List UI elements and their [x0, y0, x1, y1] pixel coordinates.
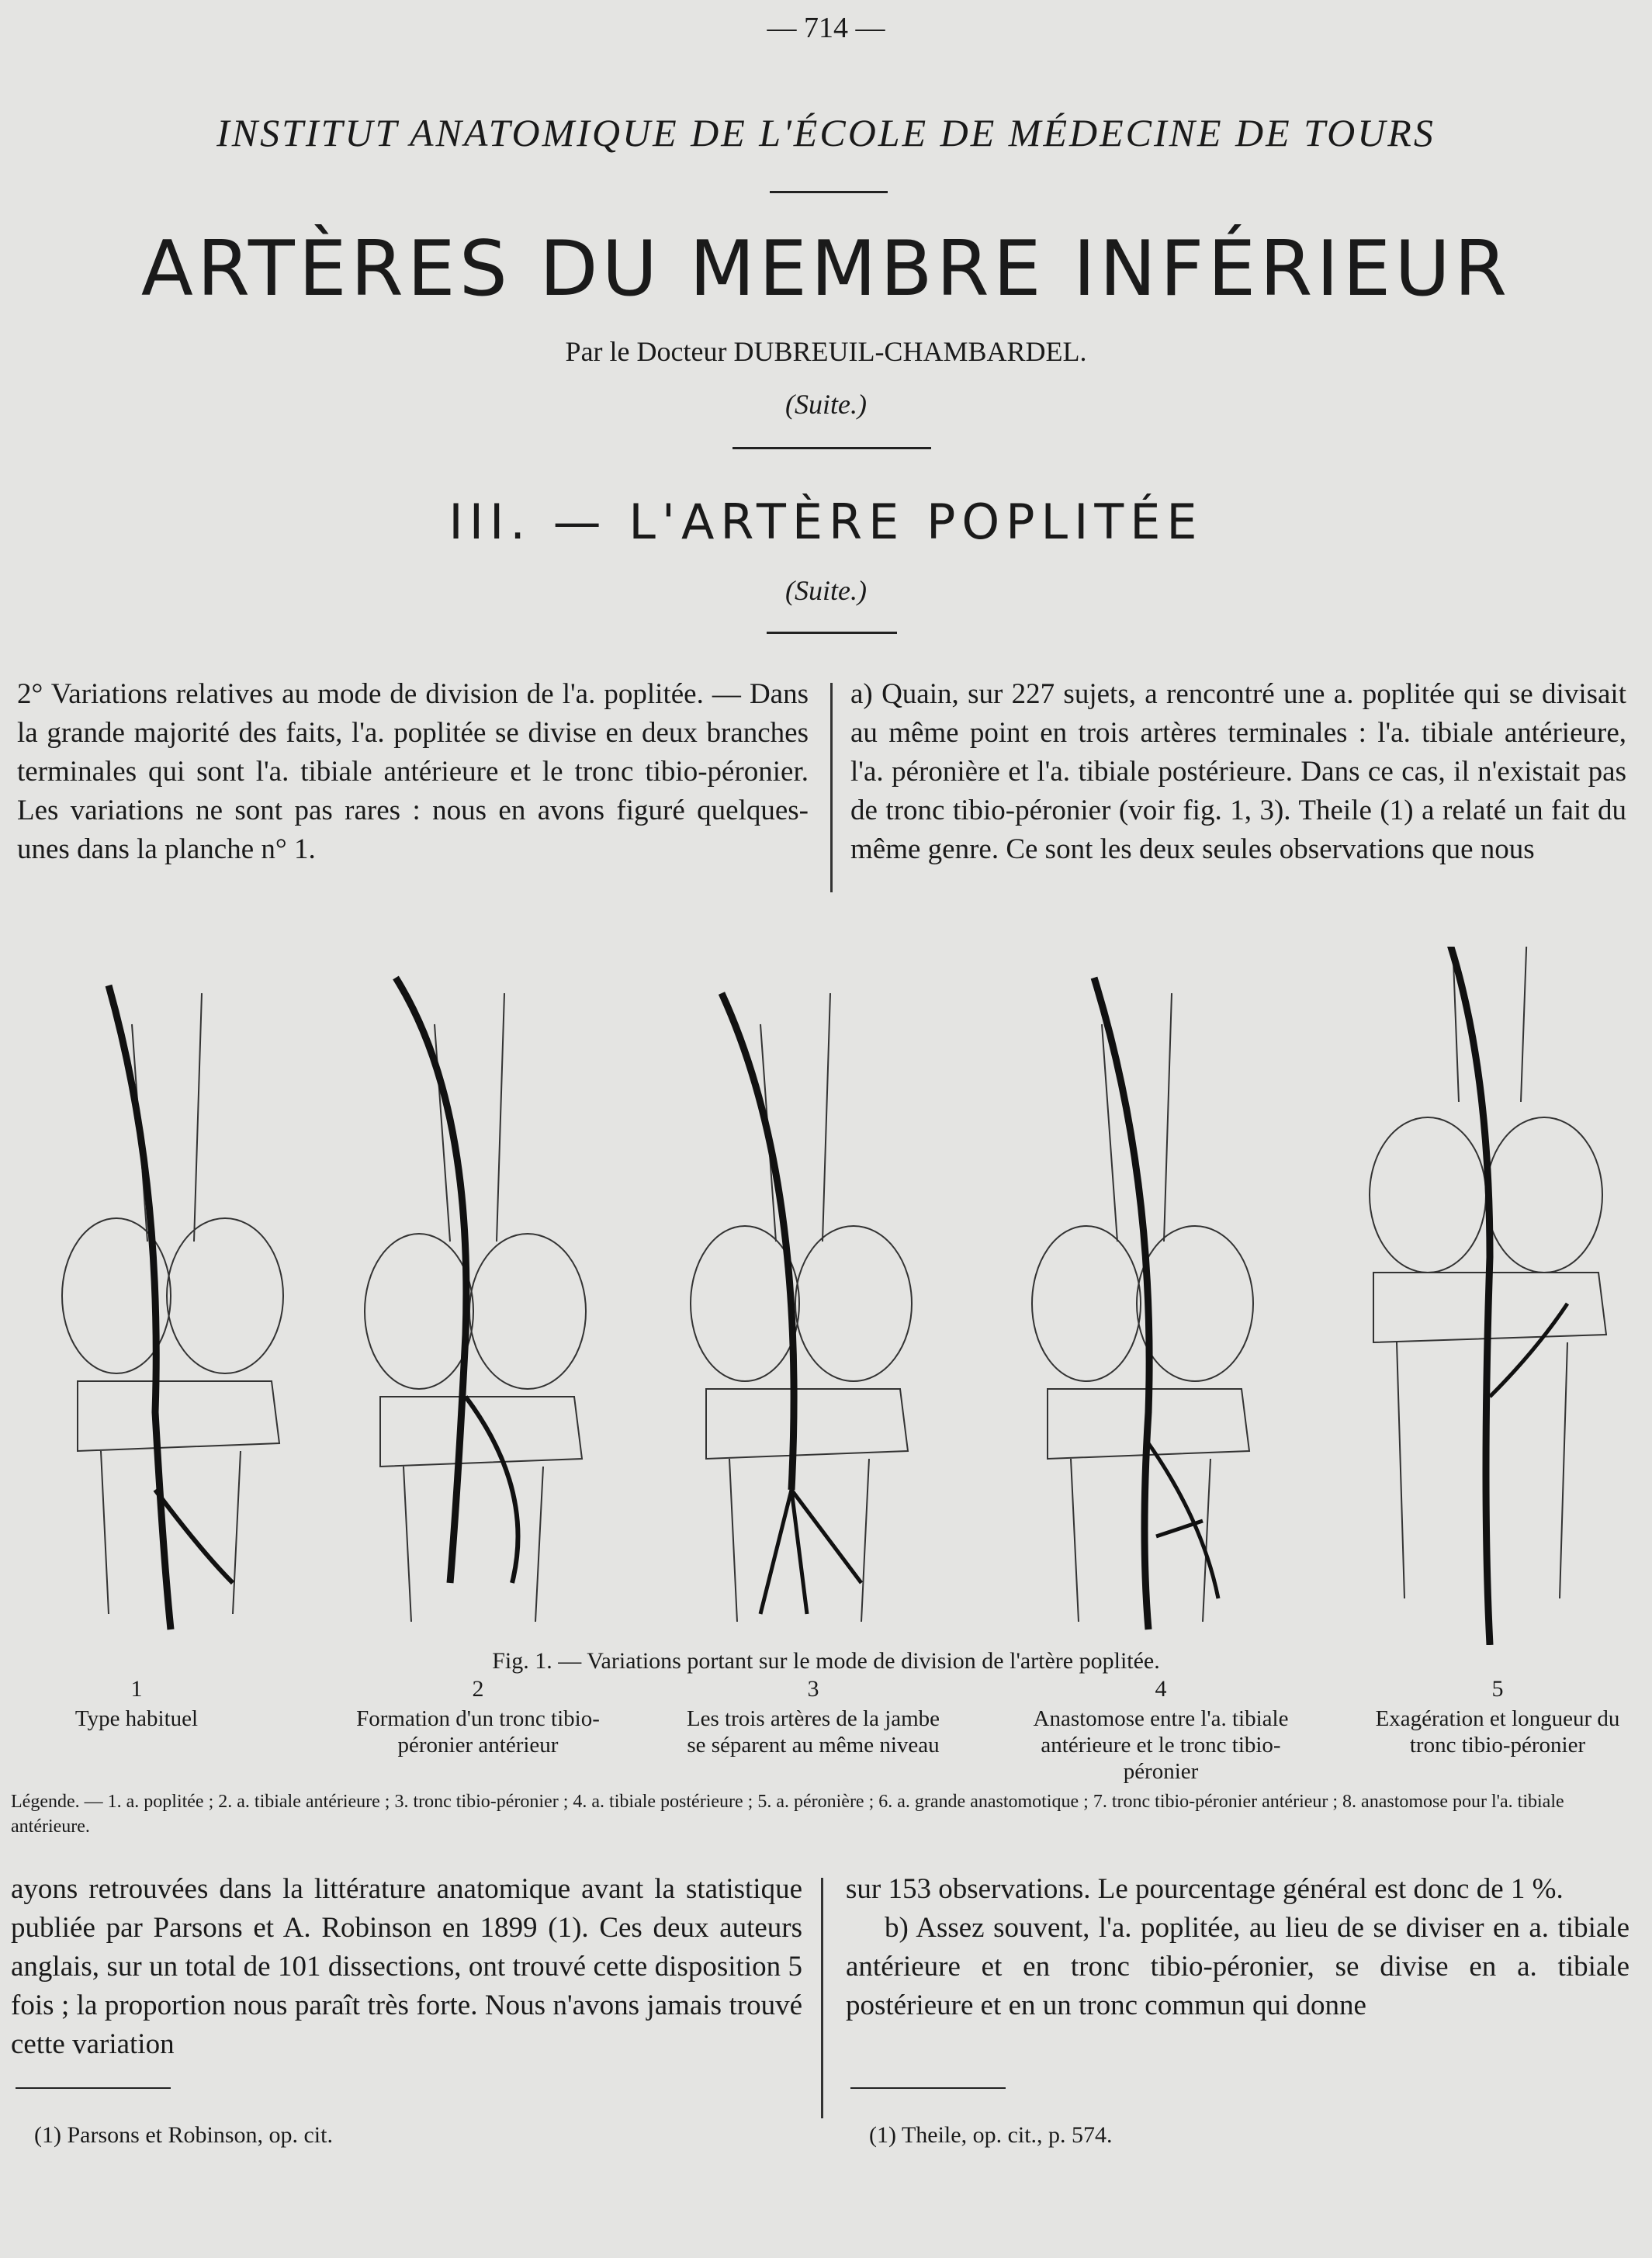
knee-drawing-3: [691, 993, 912, 1622]
footnote: (1) Parsons et Robinson, op. cit.: [34, 2122, 333, 2148]
figure-number: 1: [130, 1676, 143, 1702]
knee-drawing-4: [1032, 978, 1253, 1629]
right-column-bottom: [846, 1870, 1629, 2025]
figure-label: Anastomose entre l'a. tibiale antérieure et le tronc tibio-péronier: [1033, 1706, 1289, 1784]
figure-number: 5: [1491, 1676, 1504, 1702]
figure-label: Type habituel: [74, 1706, 199, 1731]
knee-drawing-2: [365, 978, 586, 1622]
figure-label: Exagération et longueur du tronc tibio-péronier: [1375, 1706, 1620, 1758]
right-column-top: [850, 675, 1626, 869]
figure-caption: Fig. 1. — Variations portant sur le mode de division de l'artère poplitée.: [492, 1648, 1160, 1674]
section-heading: III. — L'ARTÈRE POPLITÉE: [448, 494, 1204, 550]
divider: [767, 632, 897, 634]
left-column-bottom: [11, 1870, 802, 2064]
figure-label: Formation d'un tronc tibio-péronier antérieur: [356, 1706, 600, 1758]
paragraph: a) Quain, sur 227 sujets, a rencontré une a. poplitée qui se divisait au même point en trois artères terminales : l'a. tibiale antérieure, l'a. péronière et l'a. tibiale postérieure. Dans ce cas, il n'existait pas de tronc tibio-péronier (voir fig. 1, 3). Theile (1) a relaté un fait du même genre. Ce sont les deux seules observations que nous: [850, 678, 1626, 865]
page-title: ARTÈRES DU MEMBRE INFÉRIEUR: [140, 225, 1512, 313]
figure-knee-drawings: [16, 947, 1637, 1645]
knee-drawing-1: [62, 985, 283, 1629]
divider: [732, 447, 931, 449]
figure-number: 2: [472, 1676, 484, 1702]
figure-number: 4: [1155, 1676, 1167, 1702]
column-divider: [830, 683, 833, 892]
divider: [770, 191, 888, 193]
figure-label: Les trois artères de la jambe se séparent au même niveau: [686, 1706, 940, 1758]
left-column-top: [17, 675, 809, 869]
author-line: Par le Docteur DUBREUIL-CHAMBARDEL.: [565, 336, 1087, 367]
suite-note: (Suite.): [785, 389, 867, 420]
paragraph: sur 153 observations. Le pourcentage général est donc de 1 %.: [846, 1873, 1564, 1905]
paragraph: ayons retrouvées dans la littérature anatomique avant la statistique publiée par Parsons et A. Robinson en 1899 (1). Ces deux auteurs anglais, sur un total de 101 dissections, ont trouvé cette disposition 5 fois ; la proportion nous paraît très forte. Nous n'avons jamais trouvé cette variation: [11, 1873, 802, 2060]
footnote: (1) Theile, op. cit., p. 574.: [869, 2122, 1113, 2148]
page-number: — 714 —: [767, 12, 885, 44]
footnote-rule: [16, 2087, 171, 2089]
institute-heading: INSTITUT ANATOMIQUE DE L'ÉCOLE DE MÉDECINE DE TOURS: [216, 111, 1436, 154]
figure-number: 3: [807, 1676, 819, 1702]
suite-note: (Suite.): [785, 575, 867, 606]
column-divider: [821, 1878, 823, 2118]
footnote-rule: [850, 2087, 1006, 2089]
paragraph: b) Assez souvent, l'a. poplitée, au lieu de se diviser en a. tibiale antérieure et en tronc tibio-péronier, se divise en a. tibiale postérieure et en un tronc commun qui donne: [846, 1912, 1629, 2021]
figure-legend: Légende. — 1. a. poplitée ; 2. a. tibiale antérieure ; 3. tronc tibio-péronier ; 4. a. tibiale postérieure ; 5. a. péronière ; 6. a. grande anastomotique ; 7. tronc tibio-péronier antérieur ; 8. anastomose pour l'a. tibiale antérieure.: [11, 1792, 1564, 1837]
knee-drawing-5: [1370, 947, 1606, 1645]
paragraph: 2° Variations relatives au mode de division de l'a. poplitée. — Dans la grande majorité des faits, l'a. poplitée se divise en deux branches terminales qui sont l'a. tibiale antérieure et le tronc tibio-péronier. Les variations ne sont pas rares : nous en avons figuré quelques-unes dans la planche n° 1.: [17, 678, 809, 865]
